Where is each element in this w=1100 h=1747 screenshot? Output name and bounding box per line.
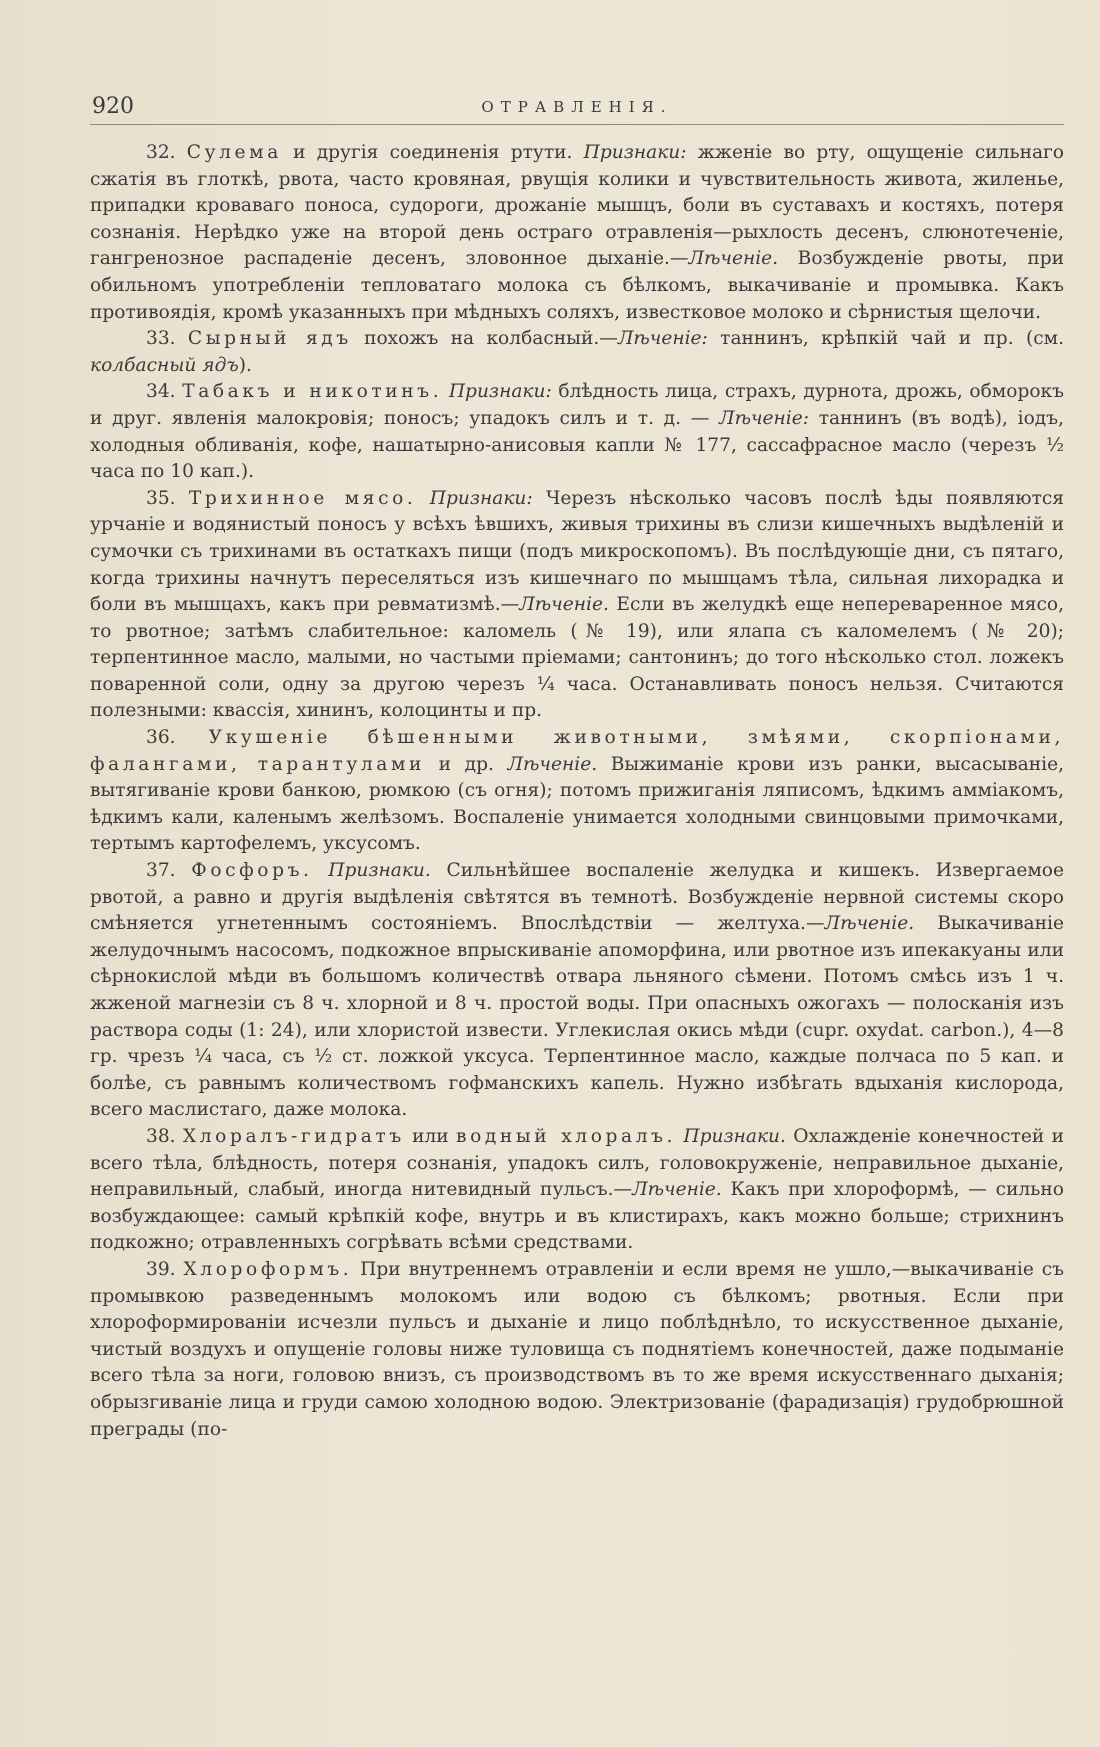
entry-heading: Хлороформъ.	[183, 1258, 353, 1280]
entry-label: колбасный ядъ	[90, 354, 239, 376]
entry-text	[442, 381, 449, 402]
entry-label: Признаки:	[583, 142, 687, 163]
entry-label: Лѣченіе.	[507, 753, 598, 775]
entry-heading: Фосфоръ.	[191, 860, 313, 882]
entry-paragraph	[90, 486, 1064, 725]
entry-paragraph	[90, 326, 1064, 379]
entry-label: Признаки.	[683, 1125, 786, 1147]
entry-text	[416, 488, 429, 509]
entry-text: ).	[238, 354, 252, 376]
entry-text: Выкачиваніе желудочнымъ насосомъ, подкожное впрыскиваніе апоморфина, или рвотное изъ ипекакуаны или сѣрнокислой мѣди въ большомъ количествѣ отвара льняного сѣмени. Потомъ смѣсь изъ 1 ч. жженой магнезіи съ 8 ч. хлорной и 8 ч. простой воды. При опасныхъ ожогахъ — полосканія изъ раствора соды (1: 24), или хлористой извести. Углекислая окись мѣди (cupr. oxydat. carbon.), 4—8 гр. чрезъ ¼ часа, съ ½ ст. ложкой уксуса. Терпентинное масло, каждые полчаса по 5 кап. и болѣе, съ равнымъ количествомъ гофманскихъ капель. Нужно избѣгать вдыханія кислорода, всего маслистаго, даже молока.	[90, 913, 1064, 1121]
entry-text: похожъ на колбасный.—	[351, 328, 618, 350]
entry-text: 36.	[146, 727, 209, 749]
entry-label: Лѣченіе.	[519, 594, 609, 616]
entry-label: Лѣченіе:	[617, 328, 708, 350]
entry-paragraph	[90, 725, 1064, 858]
entry-text: 35.	[146, 487, 189, 509]
entry-text: таннинъ, крѣпкій чай и пр. (см.	[707, 328, 1064, 350]
running-head: ОТРАВЛЕНІЯ.	[481, 98, 673, 116]
header-rule	[90, 124, 1064, 125]
entry-text: Сильнѣйшее воспаленіе желудка и кишекъ. Извергаемое рвотой, а равно и другія выдѣленія свѣтятся въ темнотѣ. Возбужденіе нервной системы скоро смѣняется угнетеннымъ состояніемъ. Впослѣдствіи — желтуха.—	[90, 860, 1064, 935]
entry-heading: Трихинное мясо.	[188, 487, 417, 509]
entry-text: 37.	[146, 860, 192, 882]
entry-text: 33.	[146, 328, 188, 350]
entry-text: Какъ при хлороформѣ, — сильно возбуждающее: самый крѣпкій кофе, внутрь и въ клистирахъ, какъ можно больше; стрихнинъ подкожно; отравленныхъ согрѣвать всѣми средствами.	[90, 1179, 1064, 1254]
entry-text	[313, 860, 329, 881]
entry-heading: водный хлоралъ.	[456, 1125, 677, 1147]
body-text	[90, 140, 1064, 1443]
entry-text: жженіе во рту, ощущеніе сильнаго сжатія въ глоткѣ, рвота, часто кровяная, рвущія колики и чувствительность живота, жиленье, припадки кроваваго поноса, судороги, дрожаніе мышцъ, боли въ суставахъ и костяхъ, потеря сознанія. Нерѣдко уже на второй день остраго отравленія—рыхлость десенъ, слюнотеченіе, гангренозное распаденіе десенъ, зловонное дыханіе.—	[90, 142, 1064, 270]
entry-text: Черезъ нѣсколько часовъ послѣ ѣды появляются урчаніе и водянистый поносъ у всѣхъ ѣвшихъ, живыя трихины въ слизи кишечныхъ выдѣленій и сумочки съ трихинами въ остаткахъ пищи (подъ микроскопомъ). Въ послѣдующіе дни, съ пятаго, когда трихины начнутъ переселяться изъ кишечнаго по мышцамъ тѣла, сильная лихорадка и боли въ мышцахъ, какъ при ревматизмѣ.—	[90, 487, 1064, 616]
entry-label: Признаки:	[448, 381, 552, 403]
entry-label: Признаки.	[328, 860, 431, 882]
entry-text: и другія соединенія ртути.	[281, 142, 584, 163]
entry-label: Лѣченіе.	[632, 1179, 722, 1201]
entry-label: Лѣченіе.	[688, 248, 779, 270]
entry-text: 34.	[146, 381, 183, 403]
entry-paragraph	[90, 1257, 1064, 1443]
entry-text: Охлажденіе конечностей и всего тѣла, блѣдность, потеря сознанія, упадокъ силъ, головокруженіе, неправильное дыханіе, неправильный, слабый, иногда нитевидный пульсъ.—	[90, 1125, 1065, 1201]
entry-heading: Сулема	[186, 142, 282, 163]
entry-text: Если въ желудкѣ еще непереваренное мясо, то рвотное; затѣмъ слабительное: каломель (№ 19), или ялапа съ каломелемъ (№ 20); терпентинное масло, малыми, но частыми пріемами; сантонинъ; до того нѣсколько стол. ложекъ поваренной соли, одну за другою черезъ ¼ часа. Останавливать поносъ нельзя. Считаются полезными: квассія, хининъ, колоцинты и пр.	[90, 594, 1064, 722]
entry-heading: Сырный ядъ	[187, 328, 352, 350]
entry-text: Выжиманіе крови изъ ранки, высасываніе, вытягиваніе крови банкою, рюмкою (съ огня); потомъ прижиганія ляписомъ, ѣдкимъ аммiакомъ, ѣдкимъ кали, каленымъ желѣзомъ. Воспаленіе унимается холодными свинцовыми примочками, тертымъ картофелемъ, уксусомъ.	[90, 753, 1064, 855]
entry-paragraph	[90, 858, 1064, 1124]
entry-label: Лѣченіе.	[824, 913, 915, 935]
entry-text: Возбужденіе рвоты, при обильномъ употребленіи тепловатаго молока съ бѣлкомъ, выкачиваніе и промывка. Какъ противоядія, кромѣ указанныхъ при мѣдныхъ соляхъ, известковое молоко и сѣрнистыя щелочи.	[90, 248, 1065, 323]
entry-paragraph	[90, 140, 1064, 326]
entry-text: 38.	[146, 1125, 183, 1147]
entry-heading: Табакъ и никотинъ.	[182, 381, 443, 403]
entry-text: и др.	[425, 753, 508, 775]
entry-text: 39.	[146, 1258, 184, 1280]
entry-label: Лѣченіе:	[719, 407, 810, 429]
entry-paragraph	[90, 379, 1064, 485]
entry-paragraph	[90, 1124, 1064, 1257]
entry-text: блѣдность лица, страхъ, дурнота, дрожь, обморокъ и друг. явленія малокровія; поносъ; упадокъ силъ и т. д. —	[90, 381, 1064, 429]
entry-label: Признаки:	[429, 487, 533, 509]
entry-text: 32.	[146, 142, 187, 163]
entry-text: При внутреннемъ отравленіи и если время не ушло,—выкачиваніе съ промывкою разведеннымъ молокомъ или водою съ бѣлкомъ; рвотныя. Если при хлороформированіи исчезли пульсъ и дыханіе и лицо поблѣднѣло, то искусственное дыханіе, чистый воздухъ и опущеніе головы ниже туловища съ поднятіемъ конечностей, даже подыманіе всего тѣла за ноги, головою внизъ, съ производствомъ въ то же время искусственнаго дыханія; обрызгиваніе лица и груди самою холодною водою. Электризованіе (фарадизація) грудобрюшной преграды (по-	[90, 1258, 1065, 1440]
page-header	[92, 94, 1062, 120]
page-number: 920	[92, 94, 134, 119]
entry-heading: Хлоралъ-гидратъ	[182, 1125, 405, 1147]
entry-text: таннинъ (въ водѣ), іодъ, холодныя обливанія, кофе, нашатырно-анисовыя капли № 177, сассафрасное масло (черезъ ½ часа по 10 кап.).	[90, 407, 1064, 483]
entry-heading: Укушеніе бѣшенными животными, змѣями, скорпіонами, фалангами, тарантулами	[90, 727, 1064, 775]
entry-text: или	[404, 1125, 456, 1147]
